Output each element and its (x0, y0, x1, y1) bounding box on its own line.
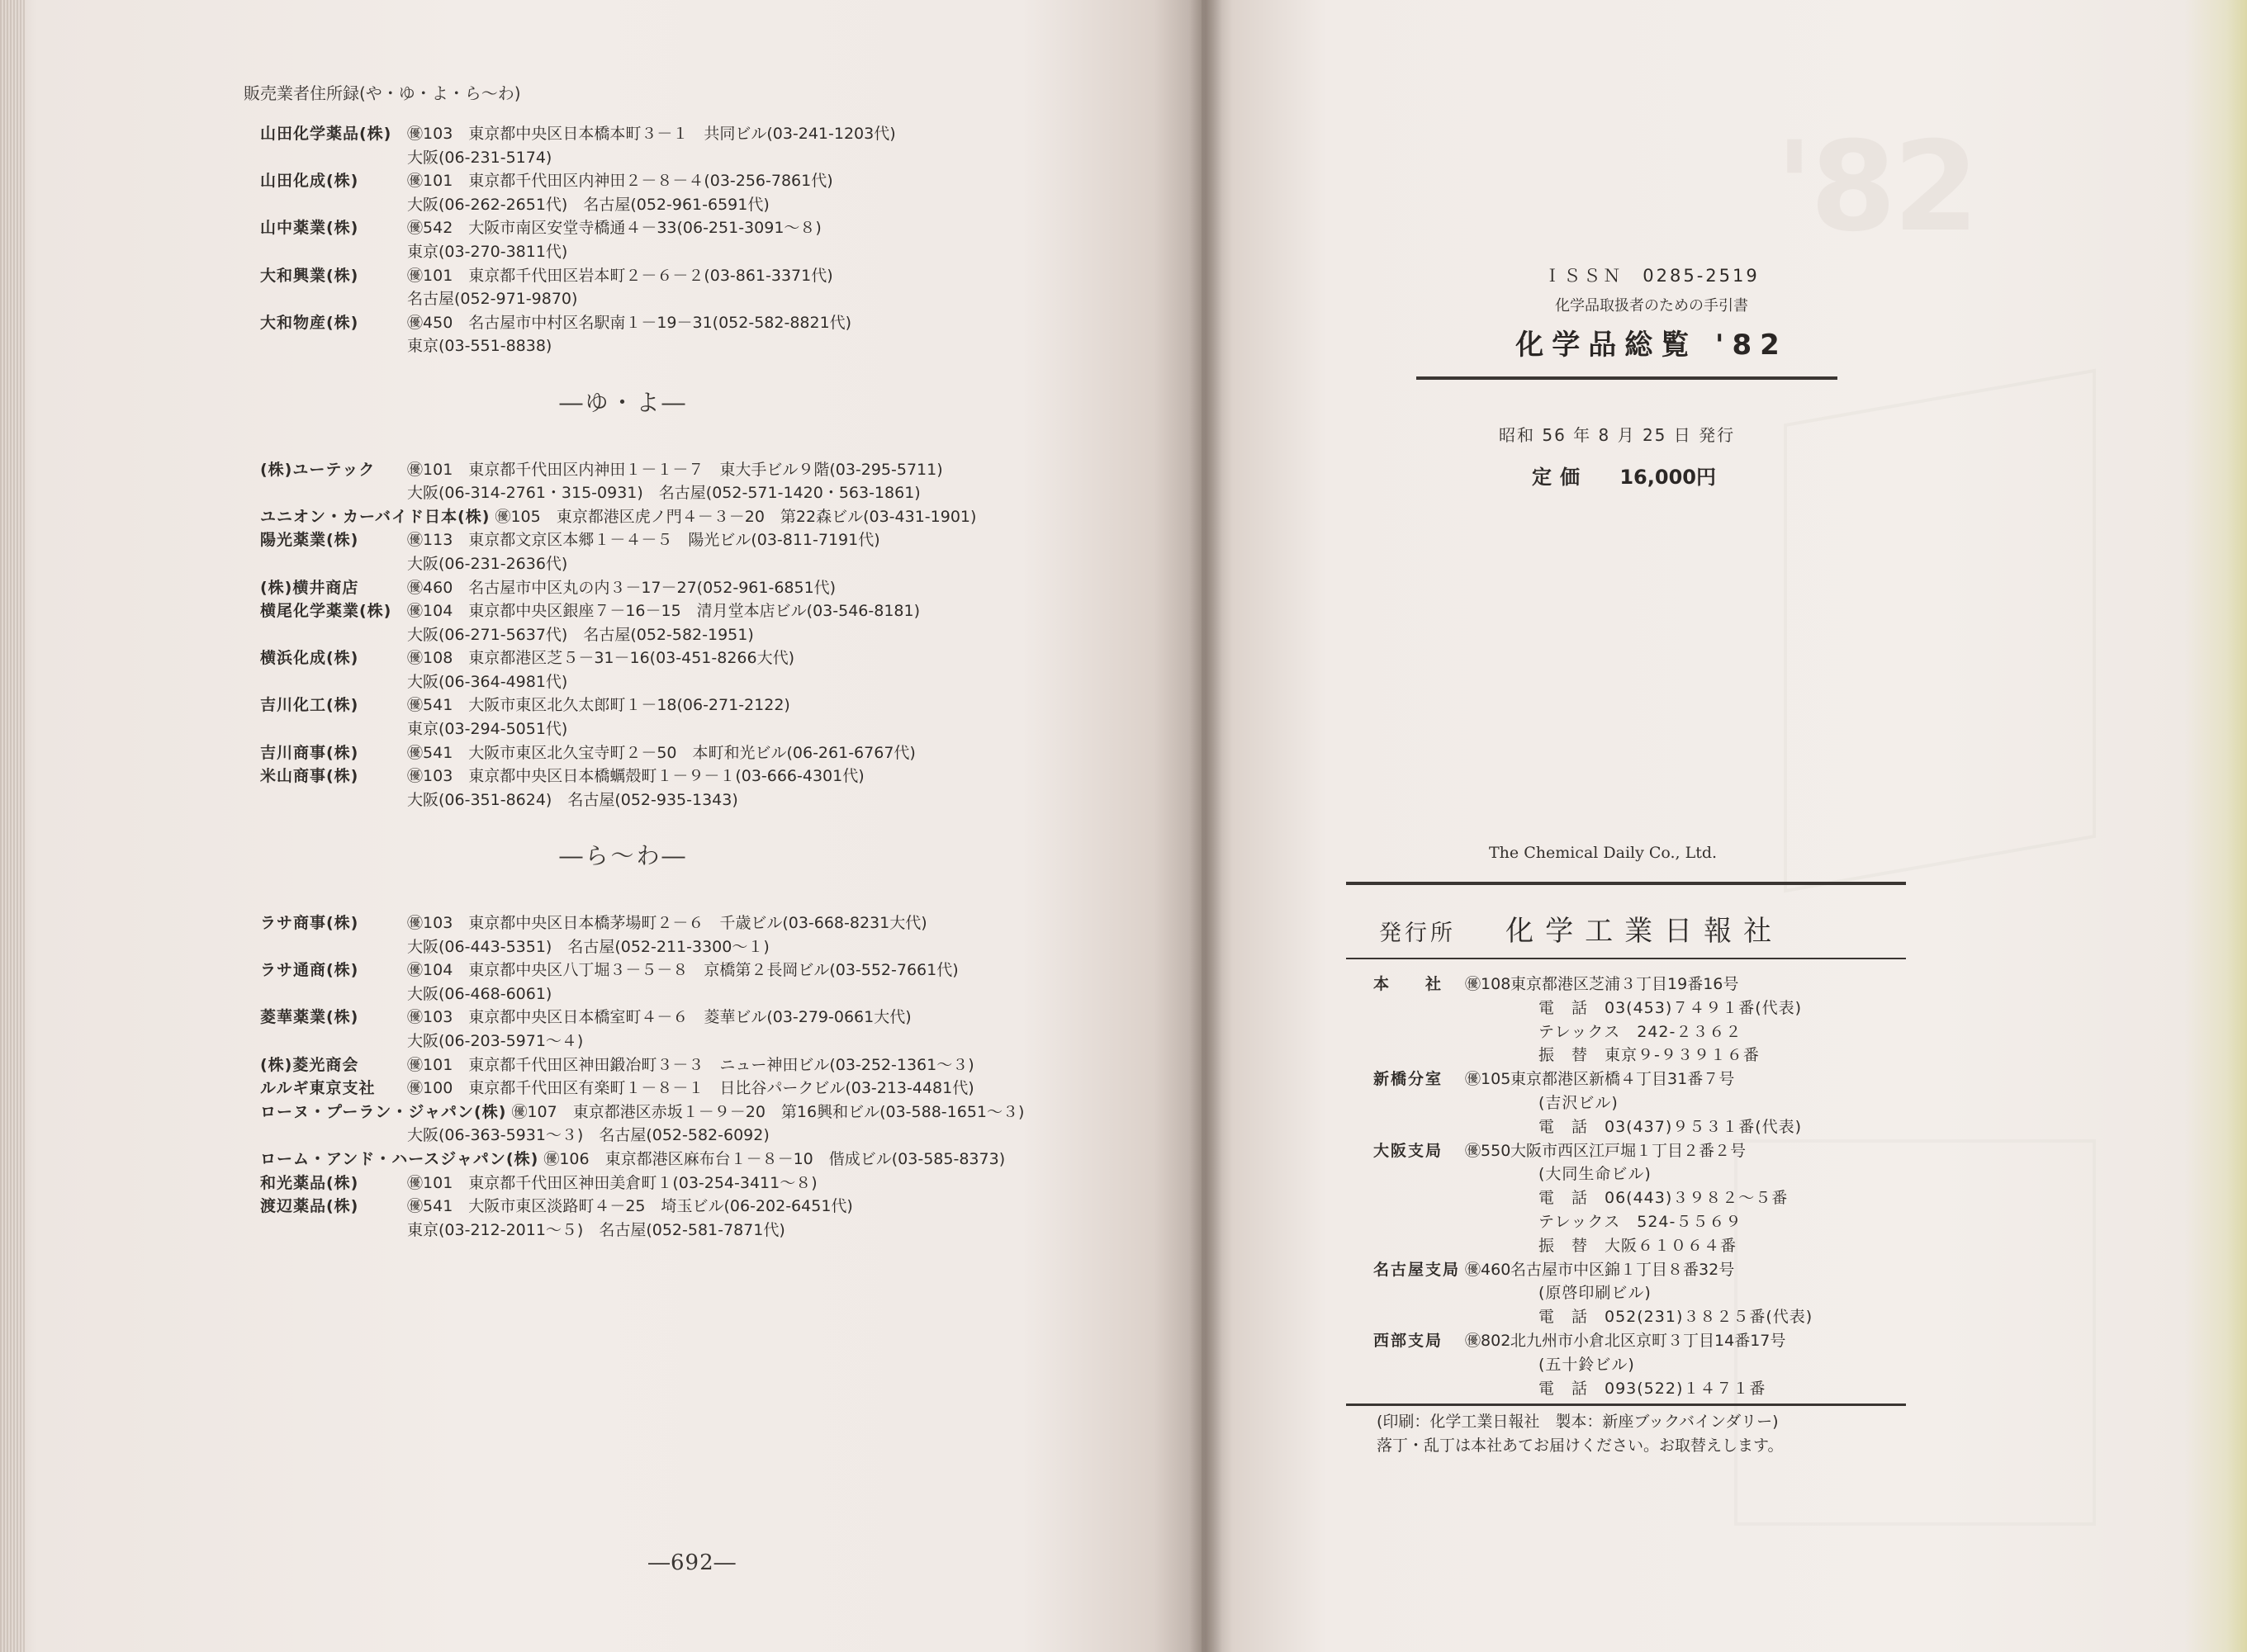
entry-first-line (260, 741, 987, 765)
directory-entry (260, 264, 987, 311)
office-entry (1373, 1067, 1918, 1138)
company-name: 吉川化工(株) (260, 696, 359, 715)
office-detail: 振 替 東京９-９３９１６番 (1538, 1046, 1760, 1065)
entry-first-line (260, 264, 987, 288)
entry-first-line (260, 1172, 987, 1195)
office-detail: 電 話 093(522)１４７１番 (1538, 1379, 1766, 1398)
office-detail: (五十鈴ビル) (1538, 1355, 1635, 1374)
office-entry (1373, 973, 1918, 1067)
entries-yuyo (260, 458, 987, 812)
company-address: ㊝103 東京都中央区日本橋茅場町２－６ 千歳ビル(03-668-8231大代) (407, 914, 927, 933)
publisher-label: 発行所 (1379, 921, 1456, 946)
entries-rawa (260, 911, 1025, 1242)
office-detail: 電 話 03(437)９５３１番(代表) (1538, 1117, 1803, 1136)
office-detail: 電 話 03(453)７４９１番(代表) (1538, 998, 1803, 1017)
office-address-row (1373, 1329, 1918, 1353)
company-address: ㊝104 東京都中央区八丁堀３－５－８ 京橋第２長岡ビル(03-552-7661代) (407, 961, 959, 980)
office-label: 本 社 (1373, 975, 1443, 993)
company-name: (株)横井商店 (260, 578, 359, 597)
branch-contacts: 大阪(06-262-2651代) 名古屋(052-961-6591代) (407, 195, 770, 214)
company-name: 米山商事(株) (260, 767, 359, 786)
directory-entry (260, 1077, 987, 1101)
branch-contacts: 大阪(06-231-2636代) (407, 554, 568, 573)
office-zip: ㊝460 (1465, 1260, 1511, 1279)
entry-first-line (260, 693, 987, 717)
office-label: 大阪支局 (1373, 1141, 1443, 1160)
section-heading-rawa: ―ら〜わ― (559, 842, 688, 870)
directory-entry (260, 599, 987, 646)
branch-contacts: 大阪(06-468-6061) (407, 984, 552, 1003)
directory-list (260, 122, 1025, 1242)
office-address-row (1373, 973, 1918, 996)
price-label: 定価 (1532, 466, 1588, 489)
directory-entry (260, 1101, 1025, 1148)
entry-first-line (260, 311, 987, 335)
company-name: 陽光薬業(株) (260, 531, 359, 550)
directory-entry (260, 646, 987, 693)
branch-contacts: 東京(03-212-2011〜５) 名古屋(052-581-7871代) (407, 1220, 785, 1239)
directory-entry (260, 1006, 987, 1053)
entry-first-line (260, 1148, 1006, 1172)
directory-entry (260, 693, 987, 741)
company-address: ㊝108 東京都港区芝５－31－16(03-451-8266大代) (407, 649, 794, 668)
directory-entry (260, 169, 987, 216)
office-entry (1373, 1139, 1918, 1258)
company-name: ローヌ・プーラン・ジャパン(株) (260, 1102, 507, 1121)
directory-entry (260, 741, 987, 765)
entry-first-line (260, 1195, 987, 1219)
branch-contacts: 大阪(06-363-5931〜３) 名古屋(052-582-6092) (407, 1126, 770, 1145)
company-address: ㊝541 大阪市東区北久宝寺町２－50 本町和光ビル(06-261-6767代) (407, 743, 916, 762)
company-address: ㊝101 東京都千代田区内神田２－８－４(03-256-7861代) (407, 172, 833, 191)
colophon-title-block (1412, 263, 1891, 362)
company-address: ㊝103 東京都中央区日本橋蠣殻町１－９－１(03-666-4301代) (407, 767, 865, 786)
office-address: 名古屋市中区錦１丁目８番32号 (1510, 1260, 1735, 1279)
entry-first-line (260, 122, 987, 146)
office-detail: (原啓印刷ビル) (1538, 1284, 1652, 1303)
directory-entry (260, 911, 987, 959)
company-name: 大和興業(株) (260, 266, 359, 285)
company-name: 山田化成(株) (260, 172, 359, 191)
office-detail: (大同生命ビル) (1538, 1165, 1652, 1184)
company-name: ラサ通商(株) (260, 961, 359, 980)
company-address: ㊝101 東京都千代田区岩本町２－６－２(03-861-3371代) (407, 266, 833, 285)
company-name: 横尾化学薬業(株) (260, 602, 392, 621)
company-name: 吉川商事(株) (260, 743, 359, 762)
entry-first-line (260, 646, 987, 670)
office-detail: 振 替 大阪６１０６４番 (1538, 1236, 1737, 1255)
entry-first-line (260, 169, 987, 193)
branch-contacts: 東京(03-551-8838) (407, 337, 552, 356)
office-detail: テレックス 524-５５６９ (1538, 1212, 1742, 1231)
bleed-through-shape (1784, 369, 2096, 893)
office-address-row (1373, 1139, 1918, 1163)
divider (1346, 1403, 1906, 1406)
office-zip: ㊝550 (1465, 1141, 1511, 1160)
branch-contacts: 大阪(06-314-2761・315-0931) 名古屋(052-571-1420・563-1861) (407, 484, 921, 503)
directory-entry (260, 458, 987, 505)
company-address: ㊝450 名古屋市中村区名駅南１－19－31(052-582-8821代) (407, 313, 852, 332)
company-name: ルルギ東京支社 (260, 1079, 376, 1098)
company-address: ㊝100 東京都千代田区有楽町１－８－１ 日比谷パークビル(03-213-4481代) (407, 1079, 974, 1098)
divider (1346, 882, 1906, 885)
directory-entry (260, 122, 987, 169)
office-entry (1373, 1329, 1918, 1400)
entry-first-line (260, 959, 987, 982)
office-address: 北九州市小倉北区京町３丁目14番17号 (1510, 1331, 1786, 1350)
directory-entry (260, 1053, 987, 1077)
office-label: 名古屋支局 (1373, 1260, 1461, 1279)
entries-ya (260, 122, 987, 358)
price (1532, 461, 1716, 490)
company-name: 横浜化成(株) (260, 649, 359, 668)
branch-contacts: 大阪(06-271-5637代) 名古屋(052-582-1951) (407, 625, 754, 644)
directory-entry (260, 1148, 1006, 1172)
company-address: ㊝104 東京都中央区銀座７－16－15 清月堂本店ビル(03-546-8181) (407, 602, 920, 621)
company-address: ㊝101 東京都千代田区神田美倉町１(03-254-3411〜８) (407, 1173, 818, 1192)
office-label: 西部支局 (1373, 1331, 1443, 1350)
publisher (1379, 908, 1783, 949)
branch-contacts: 大阪(06-351-8624) 名古屋(052-935-1343) (407, 790, 738, 809)
issn: ＩＳＳＮ 0285-2519 (1543, 266, 1760, 286)
company-name: 和光薬品(株) (260, 1173, 359, 1192)
page-edge (0, 0, 25, 1652)
office-zip: ㊝105 (1465, 1070, 1511, 1089)
company-address: ㊝105 東京都港区虎ノ門４－３－20 第22森ビル(03-431-1901) (495, 507, 977, 526)
directory-entry (260, 959, 987, 1006)
company-address: ㊝107 東京都港区赤坂１－９－20 第16興和ビル(03-588-1651〜３) (511, 1102, 1025, 1121)
office-label: 新橋分室 (1373, 1070, 1443, 1089)
company-address: ㊝113 東京都文京区本郷１－４－５ 陽光ビル(03-811-7191代) (407, 531, 880, 550)
company-name: (株)ユーテック (260, 460, 376, 479)
company-address: ㊝106 東京都港区麻布台１－８－10 偕成ビル(03-585-8373) (543, 1149, 1006, 1168)
running-header: 販売業者住所録(や・ゆ・よ・ら〜わ) (244, 83, 521, 103)
book-gutter (1189, 0, 1222, 1652)
directory-entry (260, 311, 987, 358)
entry-first-line (260, 1006, 987, 1030)
office-zip: ㊝108 (1465, 975, 1511, 993)
entry-first-line (260, 1053, 987, 1077)
entry-first-line (260, 505, 987, 529)
company-name: 菱華薬業(株) (260, 1008, 359, 1027)
entry-first-line (260, 764, 987, 788)
company-address: ㊝541 大阪市東区淡路町４－25 埼玉ビル(06-202-6451代) (407, 1197, 853, 1216)
company-name: 山中薬業(株) (260, 219, 359, 238)
branch-contacts: 名古屋(052-971-9870) (407, 290, 578, 309)
directory-entry (260, 505, 987, 529)
entry-first-line (260, 458, 987, 482)
company-address: ㊝541 大阪市東区北久太郎町１－18(06-271-2122) (407, 696, 790, 715)
company-address: ㊝101 東京都千代田区内神田１－１－７ 東大手ビル９階(03-295-5711) (407, 460, 943, 479)
section-heading-yuyo: ―ゆ・よ― (559, 388, 688, 416)
publication-date: 昭和 56 年 8 月 25 日 発行 (1499, 425, 1736, 445)
page-number: ―692― (648, 1550, 737, 1575)
divider (1346, 958, 1906, 959)
branch-contacts: 東京(03-270-3811代) (407, 242, 568, 261)
entry-first-line (260, 1101, 1025, 1124)
directory-entry (260, 1195, 987, 1242)
company-name: ローム・アンド・ハースジャパン(株) (260, 1149, 539, 1168)
printing-note: (印刷：化学工業日報社 製本：新座ブックバインダリー) (1377, 1413, 1779, 1431)
entry-first-line (260, 599, 987, 623)
entry-first-line (260, 1077, 987, 1101)
office-list (1373, 973, 1918, 1400)
bleed-through-ghost: '82 (1775, 116, 1976, 259)
office-address: 東京都港区芝浦３丁目19番16号 (1510, 975, 1739, 993)
publisher-name: 化学工業日報社 (1505, 915, 1784, 948)
company-name: (株)菱光商会 (260, 1055, 359, 1074)
colophon-notes (1377, 1410, 1783, 1458)
branch-contacts: 大阪(06-364-4981代) (407, 672, 568, 691)
company-address: ㊝103 東京都中央区日本橋室町４－６ 菱華ビル(03-279-0661大代) (407, 1008, 912, 1027)
entry-first-line (260, 576, 987, 600)
directory-entry (260, 1172, 987, 1195)
title-rule (1416, 376, 1837, 380)
entry-first-line (260, 216, 987, 240)
company-address: ㊝103 東京都中央区日本橋本町３－１ 共同ビル(03-241-1203代) (407, 125, 896, 143)
company-address: ㊝101 東京都千代田区神田鍛冶町３－３ ニュー神田ビル(03-252-1361〜３) (407, 1055, 974, 1074)
company-name: 大和物産(株) (260, 313, 359, 332)
office-detail: 電 話 06(443)３９８２〜５番 (1538, 1189, 1789, 1208)
entry-first-line (260, 528, 987, 552)
directory-entry (260, 576, 987, 600)
office-detail: 電 話 052(231)３８２５番(代表) (1538, 1308, 1813, 1327)
directory-entry (260, 216, 987, 263)
office-detail: テレックス 242-２３６２ (1538, 1022, 1742, 1041)
company-name: ユニオン・カーバイド日本(株) (260, 507, 491, 526)
company-name: ラサ商事(株) (260, 914, 359, 933)
branch-contacts: 大阪(06-203-5971〜４) (407, 1032, 584, 1050)
office-detail: (吉沢ビル) (1538, 1093, 1619, 1112)
branch-contacts: 東京(03-294-5051代) (407, 720, 568, 739)
book-title: 化学品総覧 '82 (1515, 329, 1788, 362)
office-entry (1373, 1258, 1918, 1329)
replacement-note: 落丁・乱丁は本社あてお届けください。お取替えします。 (1377, 1437, 1784, 1455)
office-zip: ㊝802 (1465, 1331, 1511, 1350)
publisher-english-name: The Chemical Daily Co., Ltd. (1489, 844, 1718, 862)
office-address: 大阪市西区江戸堀１丁目２番２号 (1510, 1141, 1747, 1160)
book-subtitle: 化学品取扱者のための手引書 (1555, 297, 1748, 315)
office-address: 東京都港区新橋４丁目31番７号 (1510, 1070, 1735, 1089)
office-address-row (1373, 1067, 1918, 1091)
directory-entry (260, 764, 987, 812)
office-address-row (1373, 1258, 1918, 1282)
directory-entry (260, 528, 987, 575)
company-address: ㊝460 名古屋市中区丸の内３－17－27(052-961-6851代) (407, 578, 837, 597)
branch-contacts: 大阪(06-231-5174) (407, 148, 552, 167)
branch-contacts: 大阪(06-443-5351) 名古屋(052-211-3300〜１) (407, 937, 770, 956)
entry-first-line (260, 911, 987, 935)
company-name: 渡辺薬品(株) (260, 1197, 359, 1216)
company-address: ㊝542 大阪市南区安堂寺橋通４－33(06-251-3091〜８) (407, 219, 822, 238)
price-value: 16,000円 (1619, 466, 1716, 489)
company-name: 山田化学薬品(株) (260, 125, 392, 143)
